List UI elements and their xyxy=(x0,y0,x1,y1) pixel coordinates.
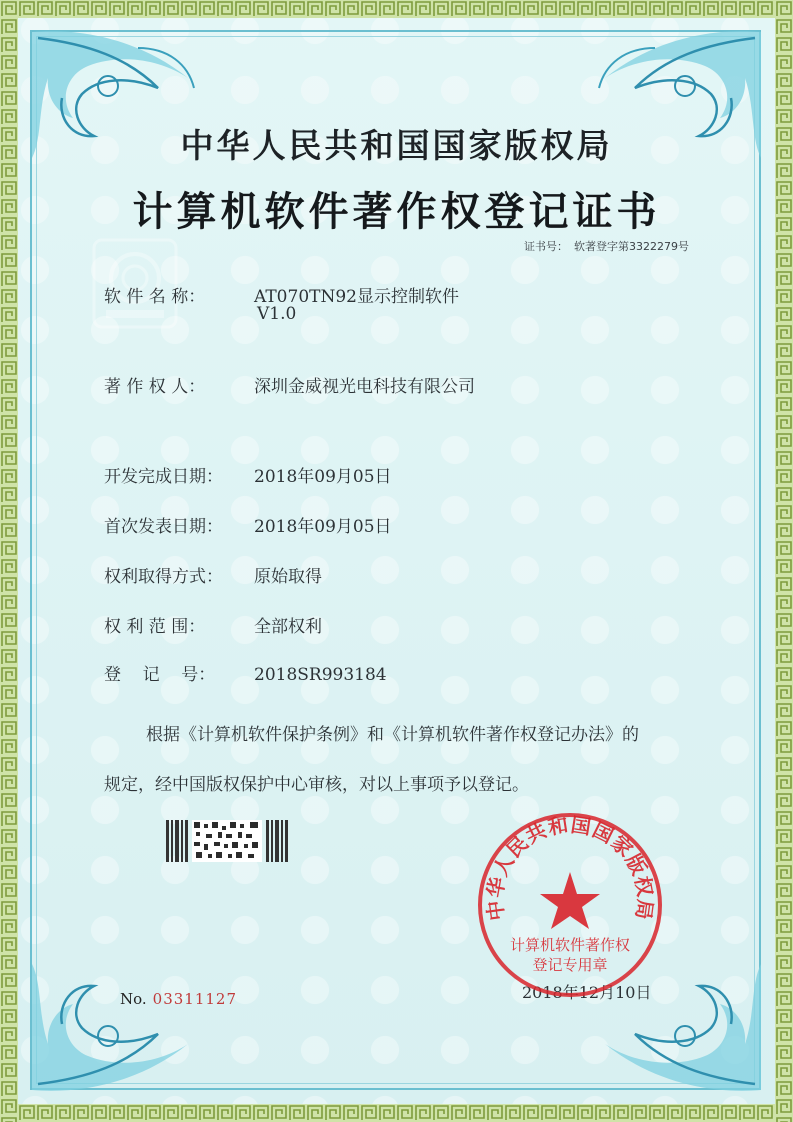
registration-number-row xyxy=(104,660,387,685)
rights-scope-value: 全部权利 xyxy=(254,617,322,637)
copyright-owner-row xyxy=(104,372,475,397)
publication-date-label: 首次发表日期： xyxy=(104,517,223,537)
border-right xyxy=(775,0,793,1122)
software-name-label: 软 件 名 称： xyxy=(104,287,206,307)
publication-date-value: 2018年09月05日 xyxy=(254,517,392,537)
acquisition-method-value: 原始取得 xyxy=(254,567,322,587)
border-bottom xyxy=(0,1104,793,1122)
serial-number-value: 03311127 xyxy=(152,990,238,1008)
legal-basis-line-2: 规定，经中国版权保护中心审核，对以上事项予以登记。 xyxy=(104,775,529,795)
acquisition-method-row xyxy=(104,562,322,587)
serial-number xyxy=(120,990,237,1008)
registration-number-value: 2018SR993184 xyxy=(254,665,387,685)
serial-number-label: No. xyxy=(120,990,147,1008)
software-version: V1.0 xyxy=(257,304,297,324)
copyright-owner-label: 著 作 权 人： xyxy=(104,377,206,397)
development-date-label: 开发完成日期： xyxy=(104,467,223,487)
certificate-number-label: 证书号： xyxy=(524,240,568,253)
seal-ring-text: 中华人民共和国国家版权局 xyxy=(482,812,658,922)
development-date-value: 2018年09月05日 xyxy=(254,467,392,487)
seal-center-line-1: 计算机软件著作权 xyxy=(509,936,631,954)
corner-ornament-bottom-left xyxy=(18,954,208,1104)
issue-date: 2018年12月10日 xyxy=(522,983,652,1002)
official-seal-icon xyxy=(475,810,665,1000)
rights-scope-label: 权 利 范 围： xyxy=(104,617,206,637)
acquisition-method-label: 权利取得方式： xyxy=(104,567,223,587)
certificate-number xyxy=(524,238,695,254)
barcode-icon xyxy=(166,820,290,862)
copyright-owner-value: 深圳金威视光电科技有限公司 xyxy=(254,377,475,397)
registration-number-label: 登 记 号： xyxy=(104,665,216,685)
certificate-title: 计算机软件著作权登记证书 xyxy=(132,189,661,235)
software-name-value: AT070TN92显示控制软件 xyxy=(254,287,459,307)
seal-center-line-2: 登记专用章 xyxy=(532,956,608,974)
legal-basis-line-1: 根据《计算机软件保护条例》和《计算机软件著作权登记办法》的 xyxy=(146,725,639,745)
certificate-number-value: 软著登字第3322279号 xyxy=(574,240,689,253)
border-top xyxy=(0,0,793,18)
publication-date-row xyxy=(104,512,392,537)
issuer-title: 中华人民共和国国家版权局 xyxy=(180,126,613,165)
development-date-row xyxy=(104,462,392,487)
rights-scope-row xyxy=(104,612,322,637)
border-left xyxy=(0,0,18,1122)
